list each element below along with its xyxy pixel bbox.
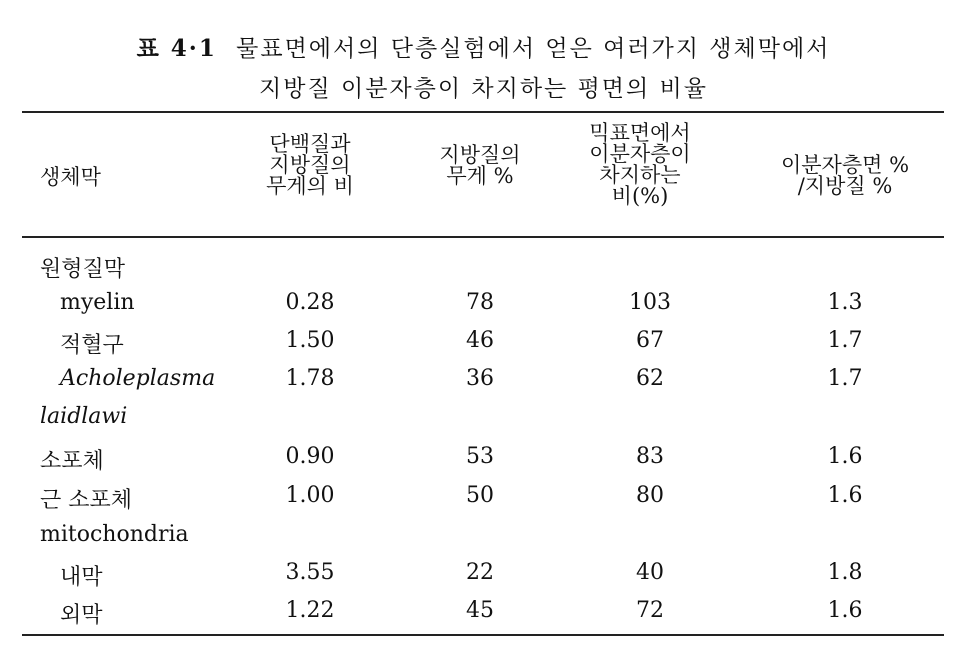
table-row <box>0 322 967 360</box>
header-rule <box>22 236 944 238</box>
lipid-weight-cell: 78 <box>466 290 494 315</box>
bilayer-per-lipid-cell: 1.7 <box>827 366 863 391</box>
bilayer-ratio-cell: 72 <box>636 598 664 623</box>
header-line: 이분자층이 <box>589 142 691 166</box>
bilayer-ratio-cell: 67 <box>636 328 664 353</box>
bilayer-per-lipid-cell: 1.6 <box>827 483 863 508</box>
header-bilayer-per-lipid <box>745 155 945 197</box>
lipid-weight-cell: 22 <box>466 560 494 585</box>
bilayer-ratio-cell: 40 <box>636 560 664 585</box>
lipid-weight-cell: 46 <box>466 328 494 353</box>
header-line: 이분자층면 % <box>780 153 910 177</box>
header-lipid-weight <box>400 145 560 187</box>
bilayer-ratio-cell: 83 <box>636 444 664 469</box>
membrane-name-cell: Acholeplasma <box>60 366 216 391</box>
table-number-label: 표 4·1 <box>136 35 217 62</box>
header-line: 단백질과 <box>269 132 351 156</box>
bilayer-ratio-cell: 80 <box>636 483 664 508</box>
table-row <box>0 592 967 630</box>
header-line: 비(%) <box>611 184 669 208</box>
lipid-weight-cell: 50 <box>466 483 494 508</box>
membrane-name-cell: 외막 <box>60 603 103 628</box>
table-row <box>0 438 967 476</box>
membrane-name-cell: mitochondria <box>40 522 189 547</box>
header-line: 지방질의 <box>269 153 351 177</box>
header-line: 무게의 비 <box>266 174 354 198</box>
protein-lipid-ratio-cell: 1.00 <box>285 483 335 508</box>
bilayer-ratio-cell: 103 <box>629 290 671 315</box>
header-line: /지방질 % <box>797 174 893 198</box>
protein-lipid-ratio-cell: 1.50 <box>285 328 335 353</box>
header-line: 생체막 <box>40 165 101 189</box>
protein-lipid-ratio-cell: 3.55 <box>285 560 335 585</box>
bilayer-per-lipid-cell: 1.7 <box>827 328 863 353</box>
table-row <box>0 246 967 284</box>
table-title-line1: 물표면에서의 단층실험에서 얻은 여러가지 생체막에서 <box>236 36 831 62</box>
lipid-weight-cell: 45 <box>466 598 494 623</box>
table-row <box>0 398 967 436</box>
protein-lipid-ratio-cell: 1.78 <box>285 366 335 391</box>
table-row <box>0 284 967 322</box>
protein-lipid-ratio-cell: 0.90 <box>285 444 335 469</box>
header-protein-lipid-ratio <box>230 134 390 197</box>
header-line: 차지하는 <box>599 163 681 187</box>
membrane-name-cell: laidlawi <box>40 404 128 429</box>
lipid-weight-cell: 36 <box>466 366 494 391</box>
bilayer-per-lipid-cell: 1.6 <box>827 598 863 623</box>
bottom-rule <box>22 634 944 636</box>
membrane-name-cell: 소포체 <box>40 449 104 474</box>
membrane-name-cell: myelin <box>60 290 135 315</box>
protein-lipid-ratio-cell: 0.28 <box>285 290 335 315</box>
bilayer-per-lipid-cell: 1.6 <box>827 444 863 469</box>
membrane-name-cell: 원형질막 <box>40 257 126 282</box>
bilayer-ratio-cell: 62 <box>636 366 664 391</box>
header-line: 믹표면에서 <box>589 121 691 145</box>
top-rule <box>22 111 944 113</box>
membrane-name-cell: 적혈구 <box>60 333 124 358</box>
header-line: 무게 % <box>446 164 514 188</box>
membrane-name-cell: 내막 <box>60 565 103 590</box>
lipid-weight-cell: 53 <box>466 444 494 469</box>
table-row <box>0 477 967 515</box>
table-row <box>0 554 967 592</box>
protein-lipid-ratio-cell: 1.22 <box>285 598 335 623</box>
header-membrane <box>40 167 101 188</box>
membrane-name-cell: 근 소포체 <box>40 488 133 513</box>
table-row <box>0 360 967 398</box>
table-caption-line1 <box>0 30 967 63</box>
header-line: 지방질의 <box>439 143 521 167</box>
bilayer-per-lipid-cell: 1.8 <box>827 560 863 585</box>
table-title-line2: 지방질 이분자층이 차지하는 평면의 비율 <box>259 76 708 102</box>
table-row <box>0 516 967 554</box>
header-bilayer-surface-ratio <box>560 123 720 207</box>
bilayer-per-lipid-cell: 1.3 <box>827 290 863 315</box>
